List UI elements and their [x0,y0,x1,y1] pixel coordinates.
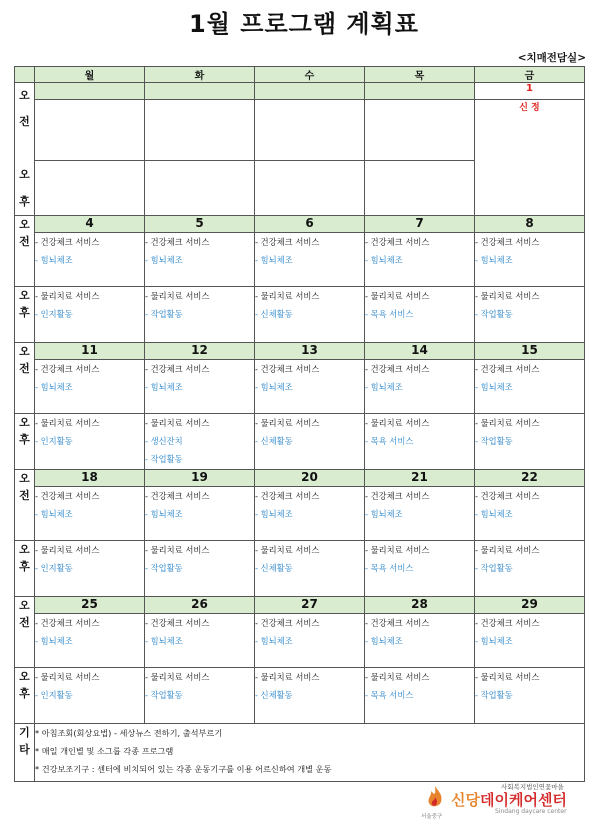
date-cell: 25 [35,596,145,613]
side-char: 전 [19,362,30,375]
activity-primary: - 건강체크 서비스 [475,236,540,247]
weekday-tue: 화 [145,67,255,83]
activity-primary: - 건강체크 서비스 [475,490,540,501]
activity-secondary: - 힘뇌체조 [145,635,183,646]
date-cell-empty [365,83,475,100]
activity-secondary: - 작업활동 [475,308,513,319]
weekday-header-row [15,67,585,83]
am-activity-cell [475,486,585,540]
activity-primary: - 물리치료 서비스 [255,417,320,428]
empty-cell [35,100,145,161]
pm-activity-cell [145,667,255,723]
activity-secondary: - 힘뇌체조 [365,635,403,646]
notes-side-label [15,723,35,781]
pm-side-label [15,286,35,342]
activity-secondary: - 힘뇌체조 [255,254,293,265]
pm-activity-cell [255,540,365,596]
activity-secondary: - 신체활동 [255,562,293,573]
activity-primary: - 건강체크 서비스 [145,490,210,501]
pm-activity-cell [255,667,365,723]
week1-am-row [15,100,585,161]
activity-primary: - 건강체크 서비스 [255,617,320,628]
activity-primary: - 건강체크 서비스 [35,236,100,247]
logo-name-part-a: 신당 [451,791,480,809]
am-side-label [15,596,35,667]
am-activity-cell [255,359,365,413]
am-activity-cell [475,232,585,286]
activity-secondary: - 힘뇌체조 [475,508,513,519]
pm-activity-cell [145,413,255,469]
activity-primary: - 물리치료 서비스 [145,544,210,555]
am-activity-cell [35,486,145,540]
am-activity-cell [255,232,365,286]
week-am-row [15,613,585,667]
am-activity-cell [145,232,255,286]
activity-secondary: - 힘뇌체조 [145,254,183,265]
activity-primary: - 건강체크 서비스 [145,236,210,247]
activity-secondary: - 힘뇌체조 [35,508,73,519]
activity-primary: - 물리치료 서비스 [145,417,210,428]
week-date-row [15,596,585,613]
logo-district: 서울중구 [421,814,443,820]
date-cell-empty [35,83,145,100]
activity-primary: - 건강체크 서비스 [475,363,540,374]
week-date-row [15,469,585,486]
logo-name-part-b: 데이케어센터 [479,791,567,809]
activity-primary: - 건강체크 서비스 [475,617,540,628]
activity-secondary: - 힘뇌체조 [365,508,403,519]
pm-activity-cell [365,413,475,469]
am-activity-cell [255,486,365,540]
pm-side-label [15,413,35,469]
date-cell: 29 [475,596,585,613]
activity-primary: - 물리치료 서비스 [475,671,540,682]
activity-primary: - 건강체크 서비스 [145,363,210,374]
date-cell-holiday: 1 [475,83,585,100]
am-activity-cell [145,613,255,667]
activity-secondary: - 힘뇌체조 [35,635,73,646]
activity-secondary: - 힘뇌체조 [475,635,513,646]
date-cell: 26 [145,596,255,613]
date-cell: 14 [365,342,475,359]
date-cell: 11 [35,342,145,359]
pm-side-label [15,667,35,723]
activity-secondary: - 작업활동 [145,453,183,464]
am-label-char: 전 [19,115,30,129]
week-pm-row [15,286,585,342]
empty-cell [255,100,365,161]
week-pm-row [15,540,585,596]
activity-primary: - 건강체크 서비스 [365,363,430,374]
note-line: * 건강보조기구 : 센터에 비치되어 있는 각종 운동기구를 이용 어르신하여 개별 운동 [35,763,332,774]
activity-primary: - 물리치료 서비스 [35,671,100,682]
date-cell: 27 [255,596,365,613]
activity-primary: - 건강체크 서비스 [365,490,430,501]
logo-center-name [451,789,567,810]
activity-primary: - 물리치료 서비스 [365,544,430,555]
date-cell: 18 [35,469,145,486]
am-activity-cell [145,359,255,413]
date-cell: 4 [35,215,145,232]
activity-secondary: - 힘뇌체조 [475,381,513,392]
activity-primary: - 물리치료 서비스 [475,417,540,428]
am-activity-cell [365,613,475,667]
activity-primary: - 건강체크 서비스 [365,236,430,247]
date-cell: 6 [255,215,365,232]
program-calendar [14,66,585,782]
activity-secondary: - 작업활동 [145,562,183,573]
side-char: 오 [19,669,30,683]
date-cell: 8 [475,215,585,232]
side-char: 전 [19,489,30,502]
activity-secondary: - 목욕 서비스 [365,689,414,700]
date-cell: 7 [365,215,475,232]
activity-primary: - 물리치료 서비스 [475,544,540,555]
empty-cell [145,100,255,161]
activity-secondary: - 신체활동 [255,689,293,700]
am-side-label [15,469,35,540]
week1-side-label [15,83,35,216]
am-activity-cell [475,613,585,667]
am-side-label [15,215,35,286]
activity-primary: - 건강체크 서비스 [35,490,100,501]
activity-secondary: - 힘뇌체조 [365,381,403,392]
side-char: 오 [19,542,30,556]
activity-secondary: - 작업활동 [475,435,513,446]
week-pm-row [15,413,585,469]
am-activity-cell [365,232,475,286]
side-char: 오 [19,598,30,612]
week-am-row [15,359,585,413]
activity-secondary: - 작업활동 [475,689,513,700]
logo-org-name: 사회복지법인연꽃마을 [501,783,564,791]
date-cell-empty [255,83,365,100]
am-activity-cell [365,359,475,413]
activity-secondary: - 작업활동 [145,689,183,700]
week-pm-row [15,667,585,723]
date-cell: 15 [475,342,585,359]
date-cell: 13 [255,342,365,359]
activity-secondary: - 힘뇌체조 [255,508,293,519]
activity-primary: - 건강체크 서비스 [255,490,320,501]
activity-secondary: - 작업활동 [475,562,513,573]
notes-row [15,723,585,781]
pm-activity-cell [35,413,145,469]
activity-primary: - 물리치료 서비스 [35,290,100,301]
activity-secondary: - 인지활동 [35,308,73,319]
side-char: 후 [19,433,30,446]
empty-cell [145,160,255,215]
pm-side-label [15,540,35,596]
activity-secondary: - 힘뇌체조 [255,381,293,392]
am-activity-cell [475,359,585,413]
pm-label-char: 오 [19,168,30,182]
date-cell: 5 [145,215,255,232]
pm-activity-cell [255,286,365,342]
empty-cell [365,160,475,215]
am-side-label [15,342,35,413]
activity-primary: - 물리치료 서비스 [365,671,430,682]
pm-activity-cell [475,413,585,469]
pm-activity-cell [475,667,585,723]
activity-primary: - 건강체크 서비스 [255,363,320,374]
side-char: 기 [19,725,30,739]
activity-secondary: - 신체활동 [255,435,293,446]
side-char: 오 [19,344,30,358]
activity-primary: - 건강체크 서비스 [365,617,430,628]
side-char: 오 [19,217,30,231]
activity-secondary: - 인지활동 [35,689,73,700]
weekday-fri: 금 [475,67,585,83]
week-am-row [15,486,585,540]
activity-primary: - 건강체크 서비스 [35,363,100,374]
week-date-row [15,215,585,232]
pm-activity-cell [145,540,255,596]
weekday-wed: 수 [255,67,365,83]
date-cell: 21 [365,469,475,486]
date-cell: 28 [365,596,475,613]
week-date-row [15,342,585,359]
activity-secondary: - 인지활동 [35,562,73,573]
activity-primary: - 물리치료 서비스 [35,417,100,428]
empty-cell [35,160,145,215]
activity-secondary: - 힘뇌체조 [365,254,403,265]
side-char: 전 [19,235,30,248]
side-char: 오 [19,288,30,302]
date-cell: 19 [145,469,255,486]
activity-secondary: - 목욕 서비스 [365,435,414,446]
activity-primary: - 물리치료 서비스 [145,671,210,682]
note-line: * 매일 개인별 및 소그룹 각종 프로그램 [35,745,174,756]
empty-cell [255,160,365,215]
pm-activity-cell [35,286,145,342]
activity-secondary: - 신체활동 [255,308,293,319]
pm-activity-cell [475,286,585,342]
activity-secondary: - 힘뇌체조 [35,381,73,392]
activity-secondary: - 목욕 서비스 [365,308,414,319]
pm-activity-cell [365,540,475,596]
pm-activity-cell [145,286,255,342]
week1-date-row [15,83,585,100]
activity-secondary: - 목욕 서비스 [365,562,414,573]
activity-primary: - 물리치료 서비스 [475,290,540,301]
note-line: * 아침조회(회상요법) - 세상뉴스 전하기, 출석부르기 [35,727,223,738]
activity-secondary: - 작업활동 [145,308,183,319]
center-logo [421,781,595,821]
empty-cell [365,100,475,161]
am-activity-cell [145,486,255,540]
activity-primary: - 물리치료 서비스 [145,290,210,301]
activity-primary: - 물리치료 서비스 [365,290,430,301]
activity-secondary: - 힘뇌체조 [35,254,73,265]
am-activity-cell [35,359,145,413]
date-cell: 12 [145,342,255,359]
logo-english-name: Sindang daycare center [495,808,567,815]
activity-secondary: - 힘뇌체조 [255,635,293,646]
activity-secondary: - 힘뇌체조 [145,508,183,519]
pm-activity-cell [35,540,145,596]
date-cell: 20 [255,469,365,486]
holiday-label: 신 정 [475,100,585,216]
flame-logo-icon [425,785,445,809]
week-am-row [15,232,585,286]
pm-activity-cell [365,667,475,723]
date-cell: 22 [475,469,585,486]
page-title: 1월 프로그램 계획표 [189,10,419,38]
department-label: <치매전담실> [517,52,586,64]
activity-primary: - 물리치료 서비스 [35,544,100,555]
am-activity-cell [365,486,475,540]
activity-secondary: - 힘뇌체조 [145,381,183,392]
activity-primary: - 건강체크 서비스 [145,617,210,628]
side-char: 후 [19,306,30,319]
side-char: 오 [19,471,30,485]
pm-label-char: 후 [19,194,30,208]
side-char: 전 [19,616,30,629]
side-char: 후 [19,687,30,700]
am-activity-cell [35,613,145,667]
activity-primary: - 물리치료 서비스 [255,544,320,555]
pm-activity-cell [255,413,365,469]
side-char: 오 [19,415,30,429]
am-activity-cell [255,613,365,667]
activity-primary: - 물리치료 서비스 [365,417,430,428]
activity-primary: - 건강체크 서비스 [35,617,100,628]
pm-activity-cell [35,667,145,723]
side-char: 타 [19,743,30,756]
activity-primary: - 물리치료 서비스 [255,671,320,682]
weekday-thu: 목 [365,67,475,83]
activity-primary: - 물리치료 서비스 [255,290,320,301]
activity-primary: - 건강체크 서비스 [255,236,320,247]
am-activity-cell [35,232,145,286]
weekday-mon: 월 [35,67,145,83]
activity-secondary: - 힘뇌체조 [475,254,513,265]
header-corner [15,67,35,83]
am-label-char: 오 [19,89,30,102]
side-char: 후 [19,560,30,573]
activity-secondary: - 생신잔치 [145,435,183,446]
activity-secondary: - 인지활동 [35,435,73,446]
pm-activity-cell [365,286,475,342]
pm-activity-cell [475,540,585,596]
notes-cell [35,723,585,781]
date-cell-empty [145,83,255,100]
